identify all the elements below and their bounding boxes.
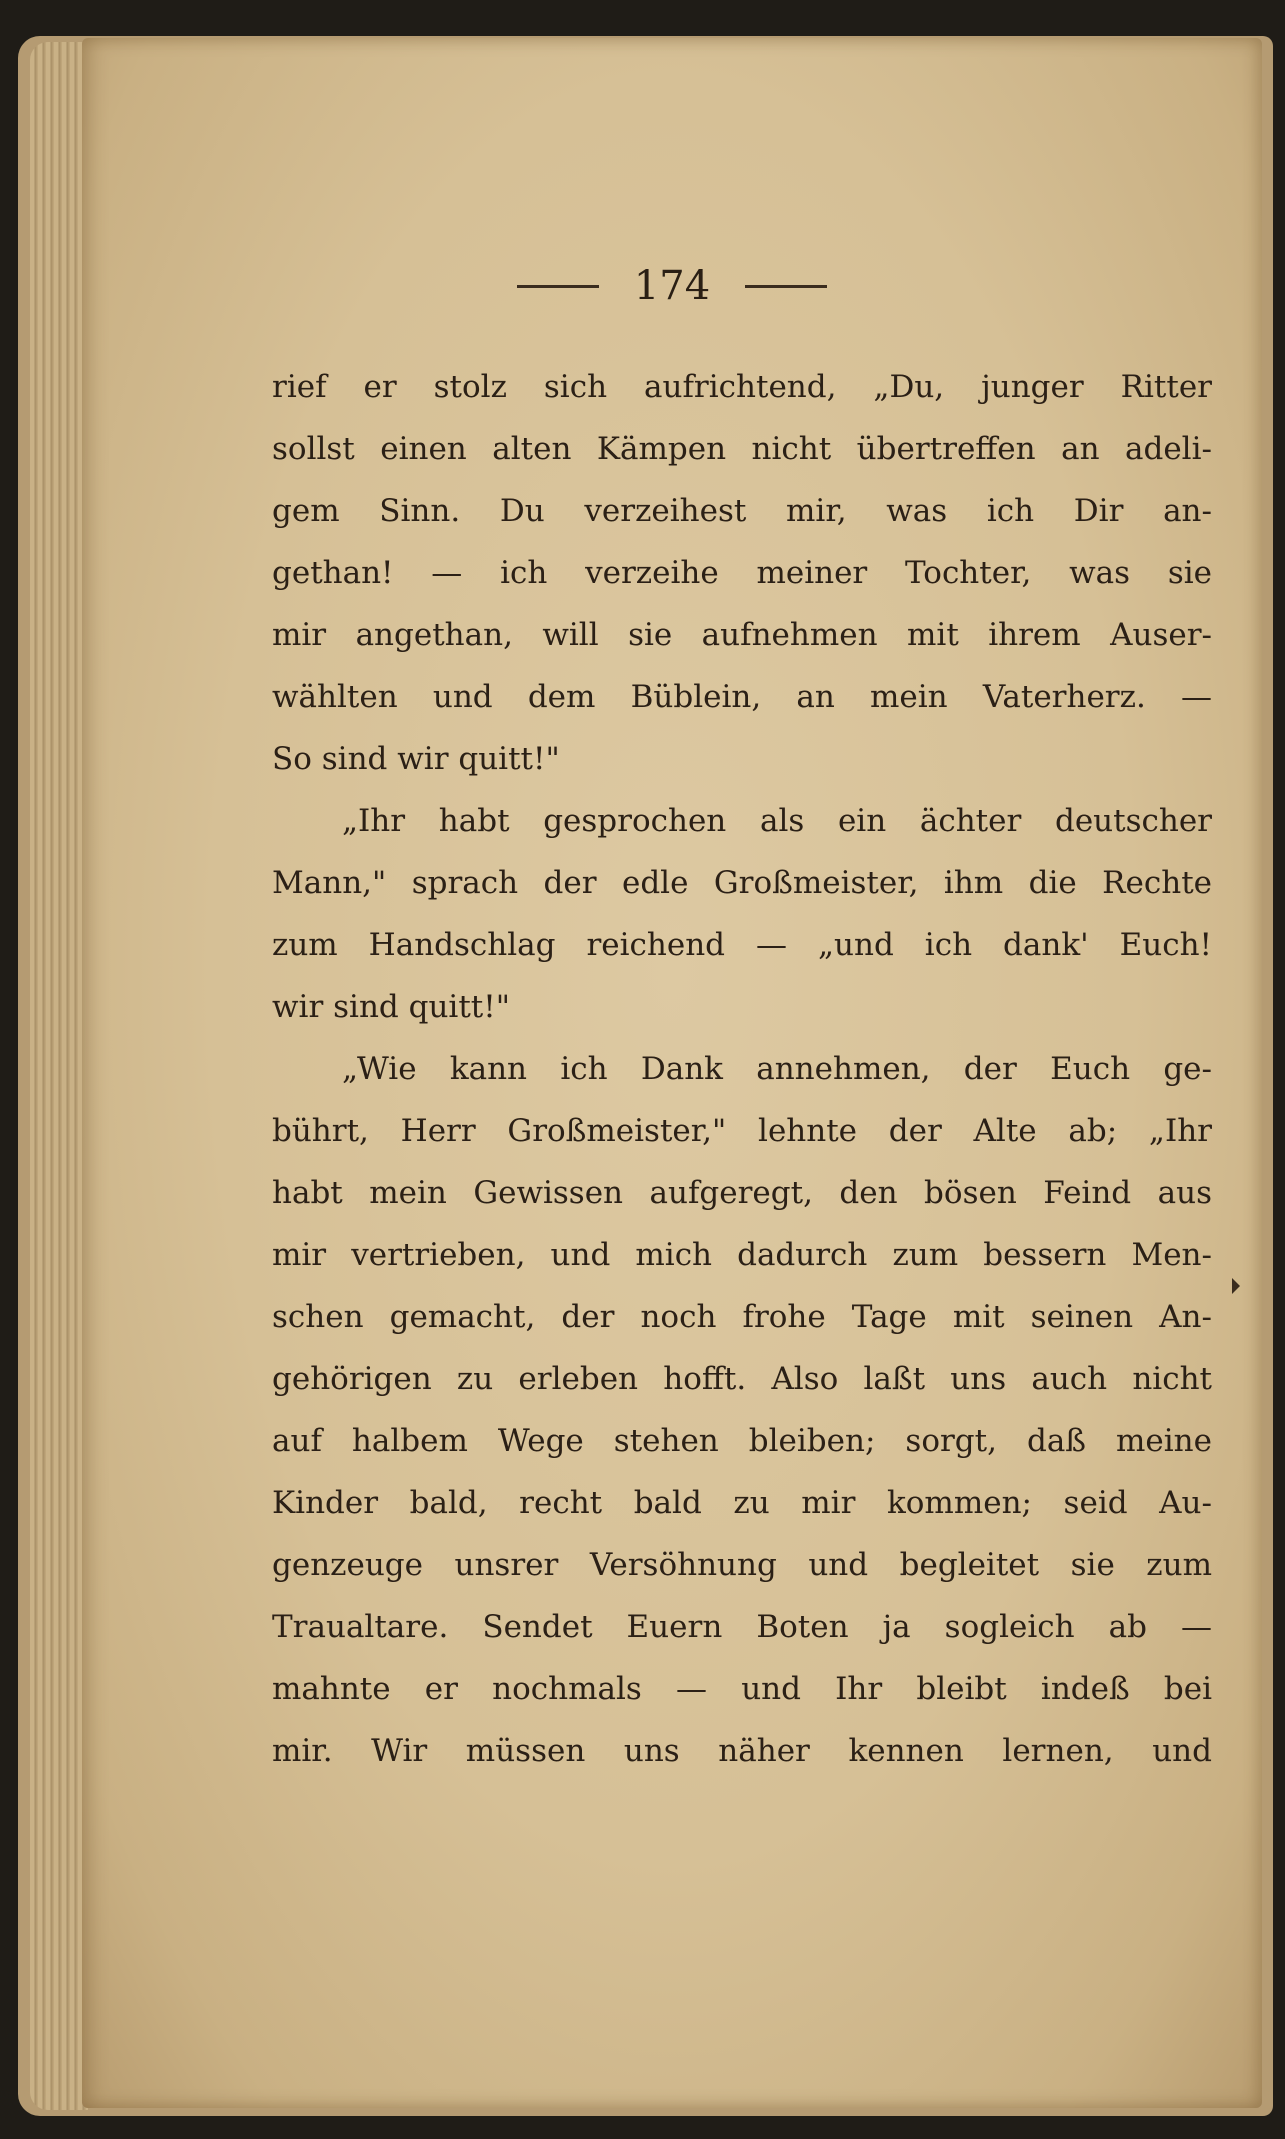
text-line: Kinder bald, recht bald zu mir kommen; seid Au- — [272, 1485, 1212, 1521]
text-line: gethan! — ich verzeihe meiner Tochter, was sie — [272, 555, 1212, 591]
header-dash-right — [745, 285, 827, 288]
text-line: habt mein Gewissen aufgeregt, den bösen Feind aus — [272, 1175, 1212, 1211]
text-line: mir angethan, will sie aufnehmen mit ihrem Auser- — [272, 617, 1212, 653]
text-line: So sind wir quitt!" — [272, 741, 560, 777]
page-number: 174 — [633, 263, 711, 309]
text-line: zum Handschlag reichend — „und ich dank' Euch! — [272, 927, 1212, 963]
body-text — [272, 356, 1212, 1782]
book-page — [82, 38, 1262, 2108]
text-line: genzeuge unsrer Versöhnung und begleitet sie zum — [272, 1547, 1212, 1583]
text-line: mir vertrieben, und mich dadurch zum bessern Men- — [272, 1237, 1212, 1273]
text-line: Mann," sprach der edle Großmeister, ihm die Rechte — [272, 865, 1212, 901]
text-line: bührt, Herr Großmeister," lehnte der Alte ab; „Ihr — [272, 1113, 1212, 1149]
text-line: rief er stolz sich aufrichtend, „Du, junger Ritter — [272, 369, 1212, 405]
page-edges — [30, 42, 88, 2110]
text-line: mir. Wir müssen uns näher kennen lernen, und — [272, 1733, 1212, 1769]
text-line: schen gemacht, der noch frohe Tage mit seinen An- — [272, 1299, 1212, 1335]
text-line: „Wie kann ich Dank annehmen, der Euch ge- — [342, 1051, 1212, 1087]
text-line: wählten und dem Büblein, an mein Vaterherz. — — [272, 679, 1212, 715]
text-line: gem Sinn. Du verzeihest mir, was ich Dir an- — [272, 493, 1212, 529]
text-line: gehörigen zu erleben hofft. Also laßt uns auch nicht — [272, 1361, 1212, 1397]
text-line: mahnte er nochmals — und Ihr bleibt indeß bei — [272, 1671, 1212, 1707]
text-line: auf halbem Wege stehen bleiben; sorgt, daß meine — [272, 1423, 1212, 1459]
page-header — [82, 263, 1262, 309]
text-line: wir sind quitt!" — [272, 989, 510, 1025]
header-dash-left — [517, 285, 599, 288]
text-line: Traualtare. Sendet Euern Boten ja sogleich ab — — [272, 1609, 1212, 1645]
text-line: „Ihr habt gesprochen als ein ächter deutscher — [342, 803, 1212, 839]
margin-mark — [1232, 1278, 1240, 1294]
text-line: sollst einen alten Kämpen nicht übertreffen an adeli- — [272, 431, 1212, 467]
